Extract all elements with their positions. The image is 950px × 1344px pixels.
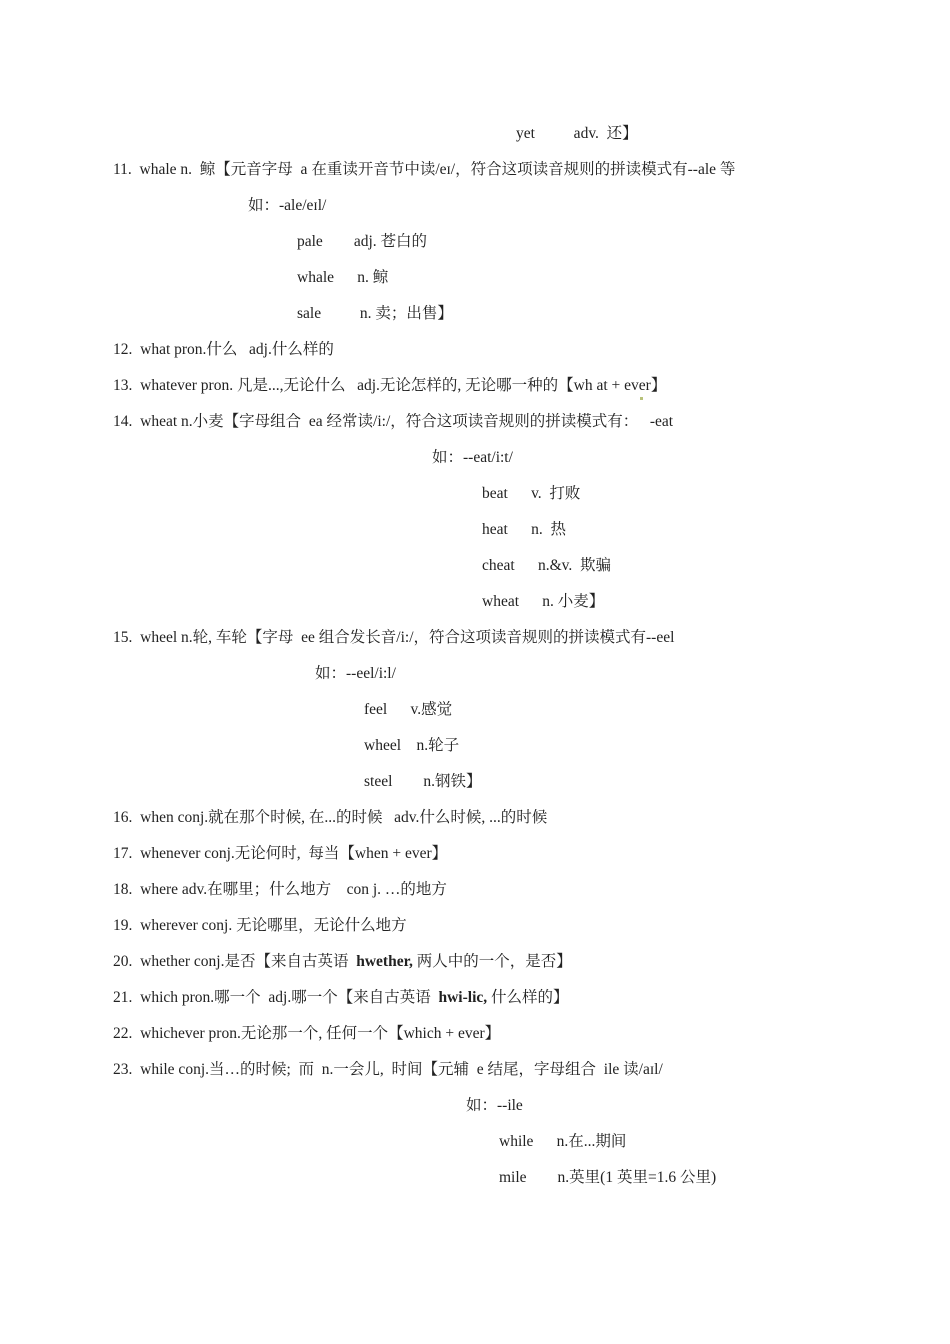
example-wheat: wheat n. 小麦】 xyxy=(482,593,605,610)
example-beat: beat v. 打败 xyxy=(482,485,581,502)
example-cheat: cheat n.&v. 欺骗 xyxy=(482,557,611,574)
pattern-eel: 如：--eel/i:l/ xyxy=(315,665,396,682)
entry-13-whatever: 13. whatever pron. 凡是...,无论什么 adj.无论怎样的, 无论哪一种的【wh at + ever】 xyxy=(113,377,667,394)
entry-12-what: 12. what pron.什么 adj.什么样的 xyxy=(113,341,334,358)
entry-21-which: 21. which pron.哪一个 adj.哪一个【来自古英语 hwi-lic, 什么样的】 xyxy=(113,989,569,1006)
entry-18-where: 18. where adv.在哪里；什么地方 con j. …的地方 xyxy=(113,881,447,898)
example-mile: mile n.英里(1 英里=1.6 公里) xyxy=(499,1169,717,1186)
entry-11-whale: 11. whale n. 鲸【元音字母 a 在重读开音节中读/eɪ/，符合这项读音规则的拼读模式有--ale 等 xyxy=(113,161,736,178)
entry-19-wherever: 19. wherever conj. 无论哪里，无论什么地方 xyxy=(113,917,407,934)
pattern-ale: 如：-ale/eɪl/ xyxy=(248,197,327,214)
example-sale: sale n. 卖；出售】 xyxy=(297,305,453,322)
example-wheel: wheel n.轮子 xyxy=(364,737,460,754)
entry-16-when: 16. when conj.就在那个时候, 在...的时候 adv.什么时候, ...的时候 xyxy=(113,809,548,826)
example-yet: yet adv. 还】 xyxy=(516,125,638,142)
pattern-ile: 如：--ile xyxy=(466,1097,523,1114)
entry-15-wheel: 15. wheel n.轮, 车轮【字母 ee 组合发长音/i:/，符合这项读音规则的拼读模式有--eel xyxy=(113,629,675,646)
entry-22-whichever: 22. whichever pron.无论那一个, 任何一个【which + ever】 xyxy=(113,1025,501,1042)
example-heat: heat n. 热 xyxy=(482,521,566,538)
example-feel: feel v.感觉 xyxy=(364,701,453,718)
example-whale: whale n. 鲸 xyxy=(297,269,389,286)
entry-17-whenever: 17. whenever conj.无论何时, 每当【when + ever】 xyxy=(113,845,448,862)
entry-20-whether: 20. whether conj.是否【来自古英语 hwether, 两人中的一个，是否】 xyxy=(113,953,572,970)
pattern-eat: 如：--eat/i:t/ xyxy=(432,449,513,466)
example-while: while n.在...期间 xyxy=(499,1133,627,1150)
annotation-dot xyxy=(640,397,643,400)
entry-14-wheat: 14. wheat n.小麦【字母组合 ea 经常读/i:/，符合这项读音规则的拼读模式有： -eat xyxy=(113,413,674,430)
example-pale: pale adj. 苍白的 xyxy=(297,233,428,250)
example-steel: steel n.钢铁】 xyxy=(364,773,482,790)
entry-23-while: 23. while conj.当…的时候; 而 n.一会儿, 时间【元辅 e 结尾，字母组合 ile 读/aɪl/ xyxy=(113,1061,663,1078)
